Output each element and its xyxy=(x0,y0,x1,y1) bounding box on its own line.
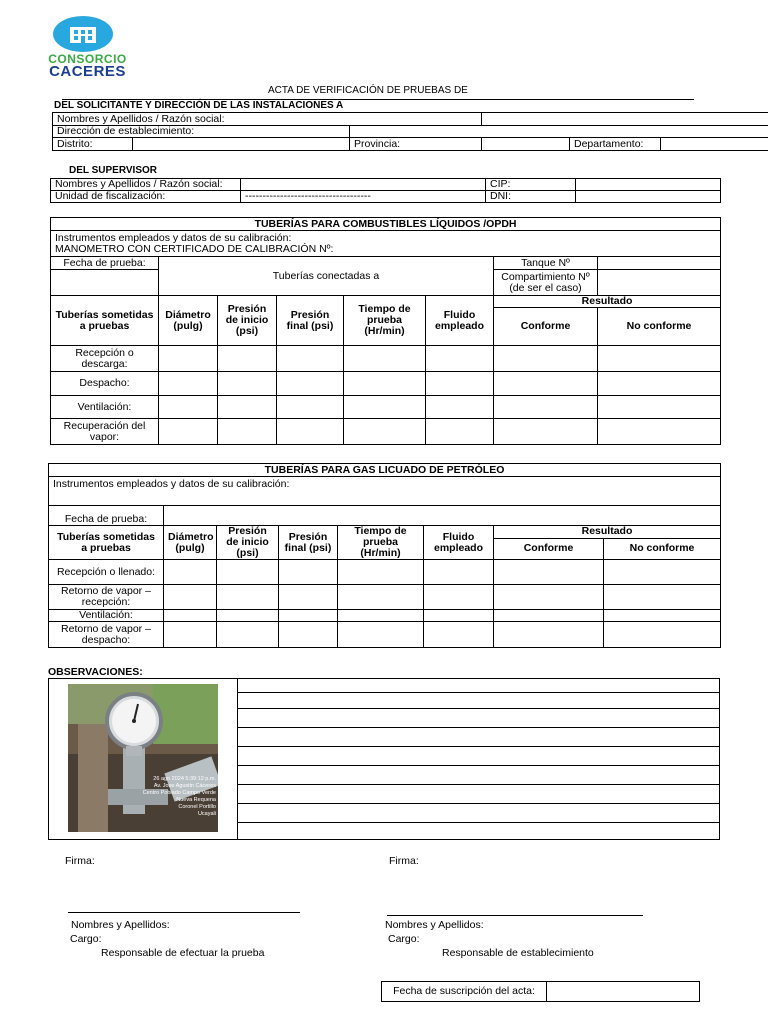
responsable-prueba-label: Responsable de efectuar la prueba xyxy=(101,947,265,959)
supervisor-table xyxy=(50,178,721,203)
cell[interactable] xyxy=(159,372,218,396)
photo-caption xyxy=(116,776,216,818)
cell[interactable] xyxy=(159,396,218,419)
cell[interactable] xyxy=(164,622,217,648)
cell[interactable] xyxy=(426,396,494,419)
cell[interactable] xyxy=(598,396,721,419)
cell[interactable] xyxy=(338,560,424,585)
cell[interactable] xyxy=(604,610,721,622)
provincia-label: Provincia: xyxy=(350,138,482,151)
cell[interactable] xyxy=(338,610,424,622)
observation-line xyxy=(237,765,719,766)
cell[interactable] xyxy=(424,585,494,610)
observaciones-label: OBSERVACIONES: xyxy=(48,666,143,678)
fecha-suscripcion-label: Fecha de suscripción del acta: xyxy=(382,982,547,1002)
cell[interactable] xyxy=(277,396,344,419)
cell[interactable] xyxy=(494,585,604,610)
observation-line xyxy=(237,803,719,804)
cell[interactable] xyxy=(279,610,338,622)
cell[interactable] xyxy=(277,346,344,372)
company-logo xyxy=(30,14,145,80)
cell[interactable] xyxy=(277,372,344,396)
glp-row-label: Recepción o llenado: xyxy=(49,560,164,585)
cell[interactable] xyxy=(344,346,426,372)
cell[interactable] xyxy=(338,622,424,648)
supervisor-nombres-field[interactable] xyxy=(241,179,486,191)
solicitante-direccion-field[interactable] xyxy=(350,126,768,138)
solicitante-nombres-field[interactable] xyxy=(482,113,768,126)
photo-caption-line: 26 ago 2024 5:39:12 p.m. xyxy=(153,776,216,782)
cell[interactable] xyxy=(279,560,338,585)
glp-col-presion-inicio: Presión de inicio (psi) xyxy=(217,526,279,560)
cell[interactable] xyxy=(277,419,344,445)
dni-field[interactable] xyxy=(576,191,721,203)
glp-col-resultado: Resultado xyxy=(494,526,721,539)
signature-line-right[interactable] xyxy=(387,915,643,916)
glp-instrumentos-cell[interactable] xyxy=(49,477,721,506)
photo-caption-line: Av. Jose Agustin Cáceres xyxy=(153,783,216,789)
cell[interactable] xyxy=(424,610,494,622)
liquidos-fecha-label: Fecha de prueba: xyxy=(51,257,159,270)
cell[interactable] xyxy=(424,560,494,585)
liq-col-diametro: Diámetro (pulg) xyxy=(159,296,218,346)
table-row xyxy=(49,622,721,648)
table-row xyxy=(51,396,721,419)
compartimiento-label: Compartimiento Nº (de ser el caso) xyxy=(494,270,598,296)
cell[interactable] xyxy=(164,560,217,585)
cell[interactable] xyxy=(218,346,277,372)
liquidos-instrumentos-cell[interactable] xyxy=(51,231,721,257)
liquidos-table xyxy=(50,217,721,445)
nombres-label-right: Nombres y Apellidos: xyxy=(385,919,484,931)
page-title: ACTA DE VERIFICACIÓN DE PRUEBAS DE xyxy=(268,85,468,96)
liq-col-presion-inicio: Presión de inicio (psi) xyxy=(218,296,277,346)
cell[interactable] xyxy=(164,585,217,610)
distrito-field[interactable] xyxy=(133,138,350,151)
fecha-suscripcion-table xyxy=(381,981,700,1002)
cargo-label-right: Cargo: xyxy=(388,933,420,945)
glp-col-presion-final: Presión final (psi) xyxy=(279,526,338,560)
liquidos-instrumentos-label: Instrumentos empleados y datos de su calibración: xyxy=(55,231,292,244)
cell[interactable] xyxy=(159,346,218,372)
cell[interactable] xyxy=(217,610,279,622)
observation-line xyxy=(237,746,719,747)
firma-label-right: Firma: xyxy=(389,855,419,867)
liq-col-conforme: Conforme xyxy=(494,308,598,346)
observaciones-lines[interactable] xyxy=(237,679,719,839)
observaciones-box xyxy=(48,678,720,840)
fecha-suscripcion-field[interactable] xyxy=(547,982,700,1002)
cell[interactable] xyxy=(218,396,277,419)
cell[interactable] xyxy=(598,372,721,396)
glp-col-fluido: Fluido empleado xyxy=(424,526,494,560)
dni-label: DNI: xyxy=(486,191,576,203)
cell[interactable] xyxy=(494,419,598,445)
glp-fecha-field[interactable] xyxy=(164,506,721,526)
cell[interactable] xyxy=(604,585,721,610)
cell[interactable] xyxy=(344,372,426,396)
cip-label: CIP: xyxy=(486,179,576,191)
cargo-label-left: Cargo: xyxy=(70,933,102,945)
cell[interactable] xyxy=(426,419,494,445)
cell[interactable] xyxy=(598,346,721,372)
glp-col-diametro: Diámetro (pulg) xyxy=(164,526,217,560)
cip-field[interactable] xyxy=(576,179,721,191)
logo-bottom-text: CACERES xyxy=(49,63,126,80)
photo-caption-line: Centro Poblado Campo Verde xyxy=(142,790,216,796)
liq-row-label: Despacho: xyxy=(51,372,159,396)
cell[interactable] xyxy=(494,396,598,419)
cell[interactable] xyxy=(217,560,279,585)
distrito-label: Distrito: xyxy=(53,138,133,151)
nombres-label-left: Nombres y Apellidos: xyxy=(71,919,170,931)
observation-line xyxy=(237,727,719,728)
cell[interactable] xyxy=(344,396,426,419)
tuberias-conectadas-label: Tuberías conectadas a xyxy=(159,257,494,296)
glp-row-label: Retorno de vapor – recepción: xyxy=(49,585,164,610)
liq-col-presion-final: Presión final (psi) xyxy=(277,296,344,346)
table-row xyxy=(49,585,721,610)
cell[interactable] xyxy=(218,372,277,396)
cell[interactable] xyxy=(494,372,598,396)
unidad-field[interactable]: ------------------------------------ xyxy=(241,191,486,203)
cell[interactable] xyxy=(426,346,494,372)
cell[interactable] xyxy=(279,622,338,648)
observation-line xyxy=(237,692,719,693)
liq-row-label: Ventilación: xyxy=(51,396,159,419)
cell[interactable] xyxy=(338,585,424,610)
liquidos-fecha-field[interactable] xyxy=(51,270,159,296)
solicitante-direccion-label: Dirección de establecimiento: xyxy=(53,126,350,138)
cell[interactable] xyxy=(424,622,494,648)
signature-line-left[interactable] xyxy=(68,912,300,913)
provincia-field[interactable] xyxy=(482,138,570,151)
firma-label-left: Firma: xyxy=(65,855,95,867)
glp-col-no-conforme: No conforme xyxy=(604,538,721,559)
cell[interactable] xyxy=(217,622,279,648)
cell[interactable] xyxy=(604,622,721,648)
liq-col-resultado: Resultado xyxy=(494,296,721,308)
cell[interactable] xyxy=(598,419,721,445)
table-row xyxy=(51,346,721,372)
glp-instrumentos-label: Instrumentos empleados y datos de su calibración: xyxy=(53,478,290,490)
cell[interactable] xyxy=(494,622,604,648)
tanque-label: Tanque Nº xyxy=(494,257,598,270)
solicitante-nombres-label: Nombres y Apellidos / Razón social: xyxy=(53,113,482,126)
cell[interactable] xyxy=(604,560,721,585)
liquidos-manometro-label: MANOMETRO CON CERTIFICADO DE CALIBRACIÓN Nº: xyxy=(55,242,334,255)
liquidos-header: TUBERÍAS PARA COMBUSTIBLES LÍQUIDOS /OPDH xyxy=(51,218,721,231)
table-row xyxy=(49,560,721,585)
solicitante-header: DEL SOLICITANTE Y DIRECCIÓN DE LAS INSTALACIONES A xyxy=(54,100,344,111)
responsable-establecimiento-label: Responsable de establecimiento xyxy=(442,947,594,959)
photo-caption-line: Ucayali xyxy=(197,811,216,817)
cell[interactable] xyxy=(494,346,598,372)
departamento-field[interactable] xyxy=(661,138,768,151)
observation-line xyxy=(237,708,719,709)
liq-row-label: Recepción o descarga: xyxy=(51,346,159,372)
supervisor-header: DEL SUPERVISOR xyxy=(69,165,157,176)
glp-row-label: Retorno de vapor – despacho: xyxy=(49,622,164,648)
departamento-label: Departamento: xyxy=(570,138,661,151)
cell[interactable] xyxy=(344,419,426,445)
logo-top-text: CONSORCIO xyxy=(48,52,127,66)
unidad-label: Unidad de fiscalización: xyxy=(51,191,241,203)
liq-col-tuberias: Tuberías sometidas a pruebas xyxy=(51,296,159,346)
glp-table xyxy=(48,463,721,648)
liq-col-no-conforme: No conforme xyxy=(598,308,721,346)
cell[interactable] xyxy=(159,419,218,445)
table-row xyxy=(49,610,721,622)
photo-caption-line: Coronel Portillo xyxy=(178,804,216,810)
liq-col-tiempo: Tiempo de prueba (Hr/min) xyxy=(344,296,426,346)
glp-col-tuberias: Tuberías sometidas a pruebas xyxy=(49,526,164,560)
glp-row-label: Ventilación: xyxy=(49,610,164,622)
observation-line xyxy=(237,822,719,823)
pressure-gauge-photo xyxy=(68,684,218,832)
glp-fecha-label: Fecha de prueba: xyxy=(49,506,164,526)
liq-row-label: Recuperación del vapor: xyxy=(51,419,159,445)
table-row xyxy=(51,372,721,396)
table-row xyxy=(51,419,721,445)
cell[interactable] xyxy=(218,419,277,445)
glp-col-conforme: Conforme xyxy=(494,538,604,559)
solicitante-table xyxy=(52,112,768,151)
observation-line xyxy=(237,784,719,785)
glp-header: TUBERÍAS PARA GAS LICUADO DE PETRÓLEO xyxy=(49,464,721,477)
glp-col-tiempo: Tiempo de prueba (Hr/min) xyxy=(338,526,424,560)
photo-caption-line: Nueva Requena xyxy=(176,797,216,803)
cell[interactable] xyxy=(164,610,217,622)
cell[interactable] xyxy=(426,372,494,396)
cell[interactable] xyxy=(279,585,338,610)
liq-col-fluido: Fluido empleado xyxy=(426,296,494,346)
cell[interactable] xyxy=(494,560,604,585)
tanque-field[interactable] xyxy=(598,257,721,270)
supervisor-nombres-label: Nombres y Apellidos / Razón social: xyxy=(51,179,241,191)
compartimiento-field[interactable] xyxy=(598,270,721,296)
cell[interactable] xyxy=(494,610,604,622)
cell[interactable] xyxy=(217,585,279,610)
